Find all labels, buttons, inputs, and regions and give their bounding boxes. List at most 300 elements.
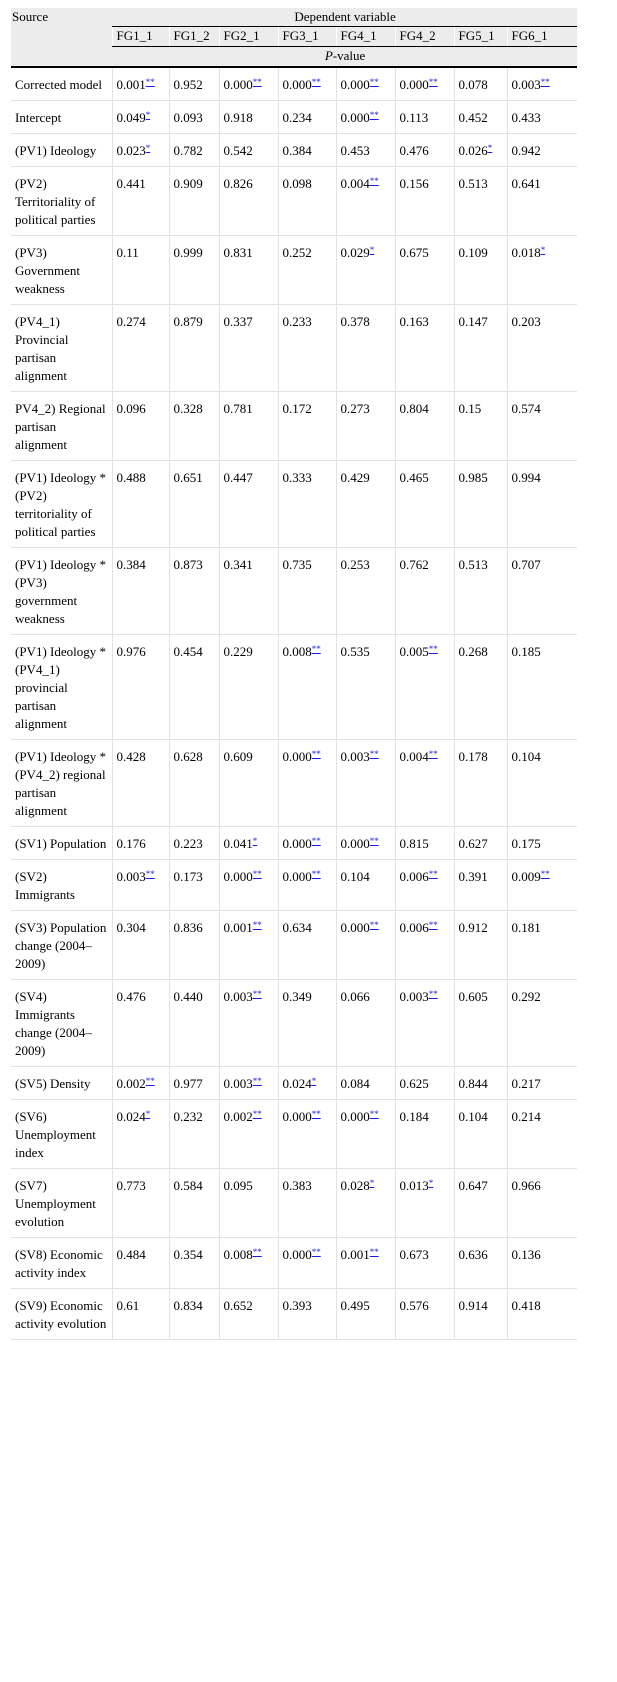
significance-link[interactable]: * — [369, 1178, 375, 1188]
pvalue-cell — [507, 101, 577, 134]
pvalue: 0.440 — [173, 989, 203, 1004]
table-row — [11, 134, 577, 167]
pvalue: 0.000 — [223, 869, 253, 884]
pvalue-cell — [507, 134, 577, 167]
pvalue: 0.628 — [173, 749, 203, 764]
pvalue-cell — [395, 860, 454, 911]
pvalue-cell — [219, 167, 278, 236]
pvalue: 0.003 — [511, 77, 541, 92]
significance-link[interactable]: ** — [369, 749, 379, 759]
pvalue: 0.000 — [282, 836, 312, 851]
pvalue-cell — [169, 67, 219, 101]
column-header-fg5-1: FG5_1 — [454, 27, 507, 47]
significance-link[interactable]: ** — [145, 77, 155, 87]
pvalue-cell — [454, 101, 507, 134]
pvalue-cell — [219, 1169, 278, 1238]
pvalue: 0.61 — [116, 1298, 140, 1313]
pvalue: 0.465 — [399, 470, 429, 485]
pvalue-cell — [219, 548, 278, 635]
pvalue: 0.707 — [511, 557, 541, 572]
pvalue: 0.826 — [223, 176, 253, 191]
pvalue: 0.651 — [173, 470, 203, 485]
significance-link[interactable]: ** — [252, 1247, 262, 1257]
pvalue: 0.018 — [511, 245, 541, 260]
significance-link[interactable]: ** — [428, 869, 438, 879]
pvalue: 0.584 — [173, 1178, 203, 1193]
pvalue: 0.078 — [458, 77, 488, 92]
significance-link[interactable]: ** — [369, 176, 379, 186]
pvalue-cell — [219, 101, 278, 134]
pvalue-cell — [395, 1169, 454, 1238]
table-row — [11, 67, 577, 101]
pvalue: 0.349 — [282, 989, 312, 1004]
significance-link[interactable]: ** — [369, 920, 379, 930]
pvalue-cell — [395, 236, 454, 305]
pvalue-cell — [395, 980, 454, 1067]
pvalue: 0.004 — [399, 749, 429, 764]
pvalue-cell — [278, 461, 336, 548]
row-source-label: (SV2) Immigrants — [11, 860, 112, 911]
pvalue: 0.113 — [399, 110, 429, 125]
significance-link[interactable]: * — [145, 110, 151, 120]
pvalue: 0.000 — [340, 836, 370, 851]
significance-link[interactable]: ** — [311, 1109, 321, 1119]
pvalue: 0.000 — [340, 920, 370, 935]
pvalue-cell — [395, 392, 454, 461]
pvalue-cell — [169, 1067, 219, 1100]
pvalue-cell — [219, 305, 278, 392]
pvalue-cell — [507, 392, 577, 461]
row-source-label: (PV4_1) Provincial partisan alignment — [11, 305, 112, 392]
pvalue: 0.627 — [458, 836, 488, 851]
row-source-label: (SV5) Density — [11, 1067, 112, 1100]
pvalue-cell — [395, 1289, 454, 1340]
pvalue: 0.003 — [223, 989, 253, 1004]
pvalue: 0.003 — [340, 749, 370, 764]
pvalue-cell — [507, 1238, 577, 1289]
pvalue-cell — [169, 548, 219, 635]
pvalue: 0.576 — [399, 1298, 429, 1313]
significance-link[interactable]: * — [311, 1076, 317, 1086]
column-header-fg2-1: FG2_1 — [219, 27, 278, 47]
pvalue: 0.909 — [173, 176, 203, 191]
pvalue: 0.636 — [458, 1247, 488, 1262]
column-header-fg6-1: FG6_1 — [507, 27, 577, 47]
pvalue: 0.652 — [223, 1298, 253, 1313]
pvalue-cell — [169, 1100, 219, 1169]
pvalue: 0.781 — [223, 401, 253, 416]
pvalue: 0.178 — [458, 749, 488, 764]
significance-link[interactable]: ** — [428, 989, 438, 999]
pvalue-cell — [454, 1169, 507, 1238]
pvalue: 0.095 — [223, 1178, 253, 1193]
pvalue-cell — [336, 236, 395, 305]
pvalue-cell — [454, 1238, 507, 1289]
pvalue-cell — [278, 1289, 336, 1340]
pvalue: 0.513 — [458, 557, 488, 572]
pvalue-cell — [169, 236, 219, 305]
pvalue-cell — [507, 236, 577, 305]
pvalue: 0.292 — [511, 989, 541, 1004]
significance-link[interactable]: ** — [369, 110, 379, 120]
pvalue-cell — [112, 740, 169, 827]
pvalue-cell — [454, 548, 507, 635]
pvalue-cell — [278, 548, 336, 635]
pvalue-cell — [169, 392, 219, 461]
pvalue: 0.418 — [511, 1298, 541, 1313]
pvalue-cell — [278, 860, 336, 911]
pvalue: 0.024 — [282, 1076, 312, 1091]
pvalue-cell — [507, 980, 577, 1067]
table-row — [11, 392, 577, 461]
significance-link[interactable]: ** — [540, 869, 550, 879]
pvalue: 0.005 — [399, 644, 429, 659]
pvalue: 0.914 — [458, 1298, 488, 1313]
significance-link[interactable]: ** — [311, 644, 321, 654]
table-header — [11, 8, 577, 67]
column-header-fg4-2: FG4_2 — [395, 27, 454, 47]
pvalue-cell — [454, 392, 507, 461]
pvalue-cell — [169, 305, 219, 392]
table-row — [11, 1067, 577, 1100]
table-row — [11, 461, 577, 548]
pvalue: 0.268 — [458, 644, 488, 659]
column-header-fg1-2: FG1_2 — [169, 27, 219, 47]
significance-link[interactable]: ** — [252, 77, 262, 87]
pvalue-cell — [219, 236, 278, 305]
pvalue: 0.041 — [223, 836, 253, 851]
significance-link[interactable]: ** — [428, 77, 438, 87]
pvalue: 0.181 — [511, 920, 541, 935]
pvalue-cell — [454, 67, 507, 101]
pvalue-cell — [169, 740, 219, 827]
pvalue: 0.000 — [282, 1247, 312, 1262]
pvalue-cell — [219, 1238, 278, 1289]
significance-link[interactable]: * — [252, 836, 258, 846]
pvalue-header-p: P — [324, 48, 333, 63]
pvalue: 0.834 — [173, 1298, 203, 1313]
pvalue-cell — [336, 860, 395, 911]
row-source-label: Corrected model — [11, 67, 112, 101]
pvalue: 0.976 — [116, 644, 146, 659]
pvalue: 0.333 — [282, 470, 312, 485]
pvalue: 0.049 — [116, 110, 146, 125]
pvalue-cell — [507, 167, 577, 236]
pvalue: 0.304 — [116, 920, 146, 935]
pvalue-cell — [169, 1238, 219, 1289]
pvalue: 0.252 — [282, 245, 312, 260]
pvalue: 0.641 — [511, 176, 541, 191]
pvalue: 0.836 — [173, 920, 203, 935]
pvalue: 0.11 — [116, 245, 139, 260]
pvalue: 0.000 — [223, 77, 253, 92]
pvalue-cell — [454, 860, 507, 911]
pvalue: 0.831 — [223, 245, 253, 260]
significance-link[interactable]: * — [540, 245, 546, 255]
significance-link[interactable]: * — [428, 1178, 434, 1188]
row-source-label: (PV3) Government weakness — [11, 236, 112, 305]
pvalue-cell — [336, 1100, 395, 1169]
significance-link[interactable]: ** — [252, 989, 262, 999]
pvalue-cell — [278, 305, 336, 392]
pvalue-cell — [219, 911, 278, 980]
pvalue-cell — [336, 134, 395, 167]
pvalue: 0.008 — [223, 1247, 253, 1262]
pvalue: 0.513 — [458, 176, 488, 191]
significance-link[interactable]: ** — [311, 749, 321, 759]
pvalue: 0.223 — [173, 836, 203, 851]
pvalue: 0.495 — [340, 1298, 370, 1313]
pvalue-cell — [278, 101, 336, 134]
pvalue: 0.952 — [173, 77, 203, 92]
pvalue-cell — [507, 1100, 577, 1169]
pvalue: 0.084 — [340, 1076, 370, 1091]
pvalue: 0.476 — [399, 143, 429, 158]
pvalue-cell — [395, 635, 454, 740]
table-row — [11, 911, 577, 980]
pvalue: 0.328 — [173, 401, 203, 416]
pvalue: 0.647 — [458, 1178, 488, 1193]
significance-link[interactable]: * — [369, 245, 375, 255]
pvalue-cell — [112, 635, 169, 740]
significance-link[interactable]: ** — [369, 1247, 379, 1257]
pvalue: 0.609 — [223, 749, 253, 764]
significance-link[interactable]: ** — [311, 869, 321, 879]
pvalue-cell — [219, 1067, 278, 1100]
pvalue: 0.675 — [399, 245, 429, 260]
pvalue-cell — [395, 1067, 454, 1100]
pvalue: 0.815 — [399, 836, 429, 851]
pvalue-cell — [454, 740, 507, 827]
table-row — [11, 1289, 577, 1340]
pvalue-cell — [454, 911, 507, 980]
pvalue-cell — [336, 305, 395, 392]
pvalue: 0.173 — [173, 869, 203, 884]
pvalue: 0.203 — [511, 314, 541, 329]
pvalue: 0.001 — [223, 920, 253, 935]
table-row — [11, 1100, 577, 1169]
pvalue-cell — [395, 67, 454, 101]
significance-link[interactable]: ** — [369, 1109, 379, 1119]
pvalue: 0.994 — [511, 470, 541, 485]
pvalue-cell — [112, 548, 169, 635]
pvalue: 0.452 — [458, 110, 488, 125]
pvalue-cell — [395, 911, 454, 980]
significance-link[interactable]: ** — [252, 869, 262, 879]
pvalue: 0.136 — [511, 1247, 541, 1262]
pvalue-cell — [112, 305, 169, 392]
pvalue-cell — [395, 740, 454, 827]
pvalue: 0.176 — [116, 836, 146, 851]
pvalue-cell — [395, 167, 454, 236]
row-source-label: (PV1) Ideology * (PV4_1) provincial partisan alignment — [11, 635, 112, 740]
pvalue: 0.001 — [340, 1247, 370, 1262]
pvalue: 0.384 — [116, 557, 146, 572]
pvalue: 0.233 — [282, 314, 312, 329]
significance-link[interactable]: ** — [311, 77, 321, 87]
pvalue-cell — [336, 461, 395, 548]
pvalue: 0.476 — [116, 989, 146, 1004]
pvalue-cell — [336, 635, 395, 740]
table-body — [11, 67, 577, 1340]
pvalue: 0.217 — [511, 1076, 541, 1091]
row-source-label: (PV2) Territoriality of political parties — [11, 167, 112, 236]
pvalue-cell — [336, 827, 395, 860]
significance-link[interactable]: * — [145, 143, 151, 153]
pvalue-cell — [112, 392, 169, 461]
dependent-variable-header: Dependent variable — [112, 8, 577, 27]
pvalue-cell — [278, 827, 336, 860]
pvalue-cell — [507, 1289, 577, 1340]
pvalue: 0.378 — [340, 314, 370, 329]
pvalue: 0.762 — [399, 557, 429, 572]
significance-link[interactable]: ** — [540, 77, 550, 87]
pvalue: 0.274 — [116, 314, 146, 329]
pvalue-cell — [278, 1238, 336, 1289]
pvalue: 0.977 — [173, 1076, 203, 1091]
row-source-label: (PV1) Ideology * (PV3) government weakness — [11, 548, 112, 635]
table-row — [11, 860, 577, 911]
pvalue-cell — [278, 635, 336, 740]
pvalue-cell — [278, 236, 336, 305]
pvalue-cell — [336, 1067, 395, 1100]
pvalue: 0.000 — [340, 1109, 370, 1124]
pvalue: 0.782 — [173, 143, 203, 158]
pvalue-cell — [336, 911, 395, 980]
pvalue: 0.574 — [511, 401, 541, 416]
pvalue: 0.104 — [458, 1109, 488, 1124]
pvalue-cell — [112, 1289, 169, 1340]
significance-link[interactable]: * — [145, 1109, 151, 1119]
pvalue: 0.942 — [511, 143, 541, 158]
pvalue-cell — [454, 305, 507, 392]
significance-link[interactable]: ** — [428, 920, 438, 930]
pvalue: 0.009 — [511, 869, 541, 884]
pvalue-cell — [219, 1100, 278, 1169]
pvalue: 0.147 — [458, 314, 488, 329]
pvalue-cell — [278, 911, 336, 980]
pvalue: 0.232 — [173, 1109, 203, 1124]
pvalue: 0.844 — [458, 1076, 488, 1091]
pvalue: 0.185 — [511, 644, 541, 659]
pvalue-cell — [112, 167, 169, 236]
pvalue-table — [11, 8, 577, 1340]
pvalue-header — [112, 47, 577, 68]
pvalue: 0.002 — [116, 1076, 146, 1091]
significance-link[interactable]: * — [487, 143, 493, 153]
pvalue-cell — [395, 827, 454, 860]
significance-link[interactable]: ** — [369, 77, 379, 87]
pvalue: 0.000 — [340, 77, 370, 92]
pvalue: 0.000 — [340, 110, 370, 125]
pvalue-cell — [507, 635, 577, 740]
pvalue-cell — [336, 1169, 395, 1238]
row-source-label: PV4_2) Regional partisan alignment — [11, 392, 112, 461]
row-source-label: (SV9) Economic activity evolution — [11, 1289, 112, 1340]
row-source-label: (SV1) Population — [11, 827, 112, 860]
pvalue-cell — [278, 980, 336, 1067]
pvalue: 0.354 — [173, 1247, 203, 1262]
pvalue: 0.337 — [223, 314, 253, 329]
pvalue: 0.024 — [116, 1109, 146, 1124]
pvalue: 0.273 — [340, 401, 370, 416]
significance-link[interactable]: ** — [311, 836, 321, 846]
table-row — [11, 305, 577, 392]
column-header-fg4-1: FG4_1 — [336, 27, 395, 47]
pvalue-cell — [454, 461, 507, 548]
row-source-label: (SV7) Unemployment evolution — [11, 1169, 112, 1238]
pvalue: 0.229 — [223, 644, 253, 659]
significance-link[interactable]: ** — [145, 1076, 155, 1086]
pvalue: 0.008 — [282, 644, 312, 659]
pvalue: 0.447 — [223, 470, 253, 485]
significance-link[interactable]: ** — [252, 920, 262, 930]
pvalue: 0.002 — [223, 1109, 253, 1124]
significance-link[interactable]: ** — [145, 869, 155, 879]
pvalue-cell — [507, 860, 577, 911]
pvalue: 0.172 — [282, 401, 312, 416]
pvalue: 0.429 — [340, 470, 370, 485]
pvalue: 0.441 — [116, 176, 146, 191]
pvalue: 0.175 — [511, 836, 541, 851]
pvalue-cell — [336, 740, 395, 827]
pvalue: 0.804 — [399, 401, 429, 416]
pvalue-cell — [219, 1289, 278, 1340]
pvalue: 0.488 — [116, 470, 146, 485]
pvalue-cell — [336, 548, 395, 635]
pvalue: 0.004 — [340, 176, 370, 191]
significance-link[interactable]: ** — [252, 1076, 262, 1086]
pvalue-cell — [454, 236, 507, 305]
pvalue: 0.023 — [116, 143, 146, 158]
source-column-header: Source — [11, 8, 112, 67]
pvalue: 0.341 — [223, 557, 253, 572]
pvalue-cell — [169, 635, 219, 740]
significance-link[interactable]: ** — [428, 749, 438, 759]
pvalue: 0.006 — [399, 920, 429, 935]
significance-link[interactable]: ** — [311, 1247, 321, 1257]
pvalue-cell — [278, 167, 336, 236]
table-row — [11, 236, 577, 305]
pvalue-cell — [219, 860, 278, 911]
pvalue-cell — [454, 134, 507, 167]
pvalue-cell — [169, 461, 219, 548]
pvalue-cell — [169, 134, 219, 167]
pvalue: 0.673 — [399, 1247, 429, 1262]
pvalue: 0.000 — [282, 869, 312, 884]
pvalue-cell — [219, 67, 278, 101]
significance-link[interactable]: ** — [252, 1109, 262, 1119]
row-source-label: (SV3) Population change (2004–2009) — [11, 911, 112, 980]
pvalue: 0.026 — [458, 143, 488, 158]
pvalue: 0.000 — [399, 77, 429, 92]
significance-link[interactable]: ** — [369, 836, 379, 846]
pvalue-cell — [395, 548, 454, 635]
pvalue-cell — [219, 392, 278, 461]
pvalue: 0.454 — [173, 644, 203, 659]
significance-link[interactable]: ** — [428, 644, 438, 654]
pvalue: 0.013 — [399, 1178, 429, 1193]
pvalue: 0.535 — [340, 644, 370, 659]
pvalue-cell — [219, 740, 278, 827]
pvalue-cell — [507, 1169, 577, 1238]
table-row — [11, 548, 577, 635]
pvalue: 0.156 — [399, 176, 429, 191]
pvalue-cell — [112, 1100, 169, 1169]
pvalue-cell — [112, 236, 169, 305]
pvalue-cell — [169, 827, 219, 860]
pvalue-cell — [112, 911, 169, 980]
